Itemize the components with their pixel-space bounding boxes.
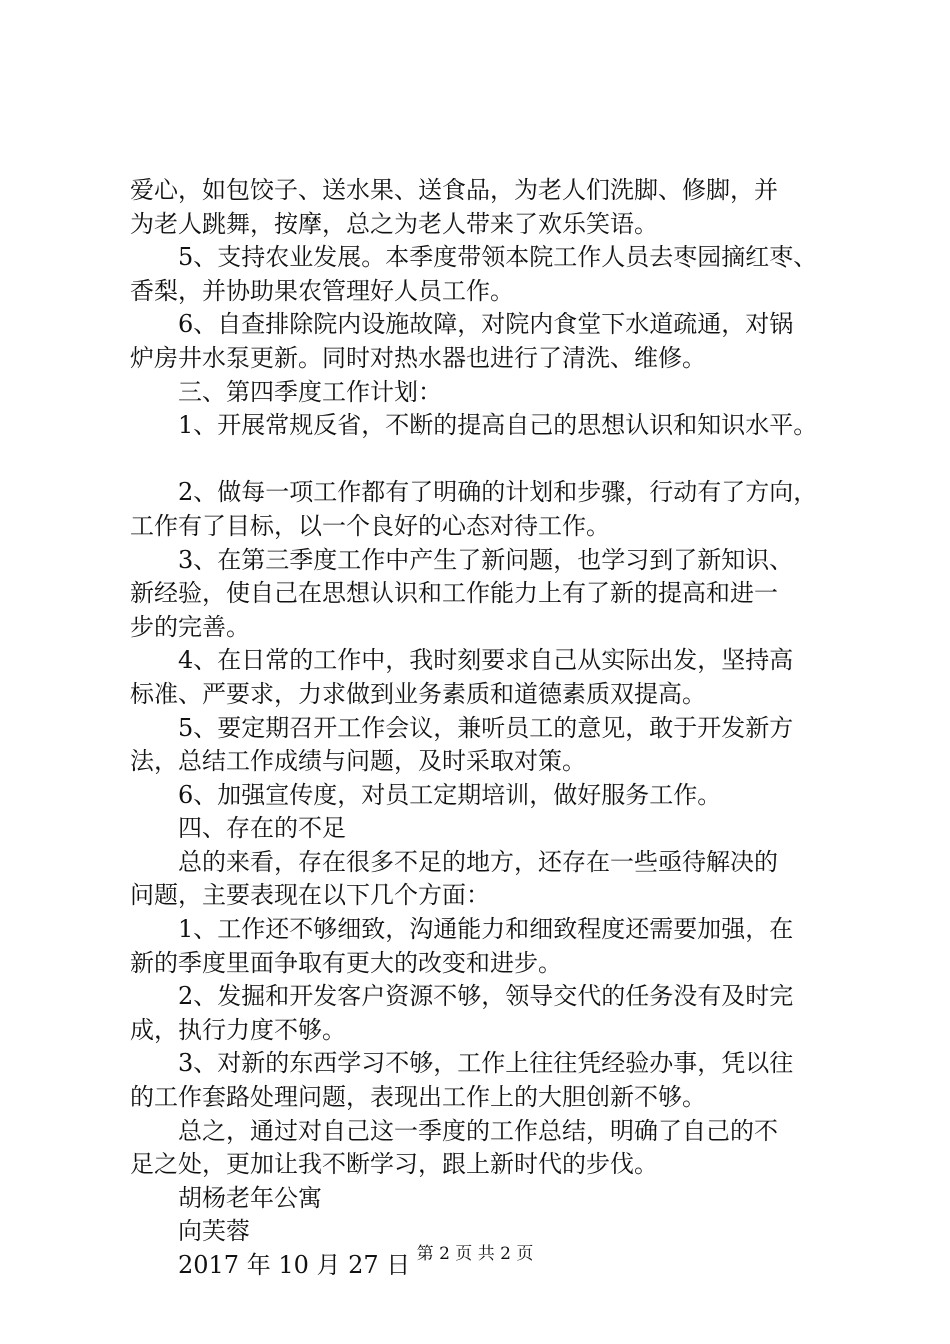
paragraph-line: 新的季度里面争取有更大的改变和进步。 xyxy=(130,948,562,977)
section-heading: 三、第四季度工作计划： xyxy=(178,377,442,406)
page-footer: 第 2 页 共 2 页 xyxy=(416,1244,534,1264)
paragraph-line: 为老人跳舞，按摩，总之为老人带来了欢乐笑语。 xyxy=(130,209,658,238)
paragraph-line: 3、对新的东西学习不够，工作上往往凭经验办事，凭以往 xyxy=(178,1049,794,1078)
signature-date: 2017 年 10 月 27 日 xyxy=(178,1251,411,1279)
section-heading: 四、存在的不足 xyxy=(178,814,346,843)
paragraph-line: 总的来看，存在很多不足的地方，还存在一些亟待解决的 xyxy=(178,847,778,876)
signature-author: 向芙蓉 xyxy=(178,1217,250,1246)
paragraph-line: 6、自查排除院内设施故障，对院内食堂下水道疏通，对锅 xyxy=(178,310,794,339)
paragraph-line: 4、在日常的工作中，我时刻要求自己从实际出发，坚持高 xyxy=(178,646,794,675)
paragraph-line: 成，执行力度不够。 xyxy=(130,1015,346,1044)
paragraph-line: 5、要定期召开工作会议，兼听员工的意见，敢于开发新方 xyxy=(178,713,794,742)
paragraph-line: 2、发掘和开发客户资源不够，领导交代的任务没有及时完 xyxy=(178,982,794,1011)
paragraph-line: 3、在第三季度工作中产生了新问题，也学习到了新知识、 xyxy=(178,545,794,574)
paragraph-line: 步的完善。 xyxy=(130,612,250,641)
signature-organization: 胡杨老年公寓 xyxy=(178,1183,322,1212)
blank-line xyxy=(130,443,845,477)
paragraph-line: 1、开展常规反省，不断的提高自己的思想认识和知识水平。 xyxy=(178,411,818,440)
paragraph-line: 6、加强宣传度，对员工定期培训，做好服务工作。 xyxy=(178,780,722,809)
paragraph-line: 2、做每一项工作都有了明确的计划和步骤，行动有了方向， xyxy=(178,478,818,507)
paragraph-line: 炉房井水泵更新。同时对热水器也进行了清洗、维修。 xyxy=(130,343,706,372)
paragraph-line: 法，总结工作成绩与问题，及时采取对策。 xyxy=(130,747,586,776)
paragraph-line: 工作有了目标，以一个良好的心态对待工作。 xyxy=(130,511,610,540)
paragraph-line: 问题，主要表现在以下几个方面： xyxy=(130,881,490,910)
paragraph-line: 5、支持农业发展。本季度带领本院工作人员去枣园摘红枣、 xyxy=(178,243,818,272)
paragraph-line: 1、工作还不够细致，沟通能力和细致程度还需要加强，在 xyxy=(178,915,794,944)
paragraph-line: 的工作套路处理问题，表现出工作上的大胆创新不够。 xyxy=(130,1083,706,1112)
paragraph-line: 足之处，更加让我不断学习，跟上新时代的步伐。 xyxy=(130,1150,658,1179)
paragraph-line: 新经验，使自己在思想认识和工作能力上有了新的提高和进一 xyxy=(130,579,778,608)
paragraph-line: 爱心，如包饺子、送水果、送食品，为老人们洗脚、修脚，并 xyxy=(130,176,778,204)
document-body xyxy=(130,174,845,1283)
paragraph-line: 标准、严要求，力求做到业务素质和道德素质双提高。 xyxy=(130,679,706,708)
paragraph-line: 总之，通过对自己这一季度的工作总结，明确了自己的不 xyxy=(178,1116,778,1145)
paragraph-line: 香梨，并协助果农管理好人员工作。 xyxy=(130,276,514,305)
